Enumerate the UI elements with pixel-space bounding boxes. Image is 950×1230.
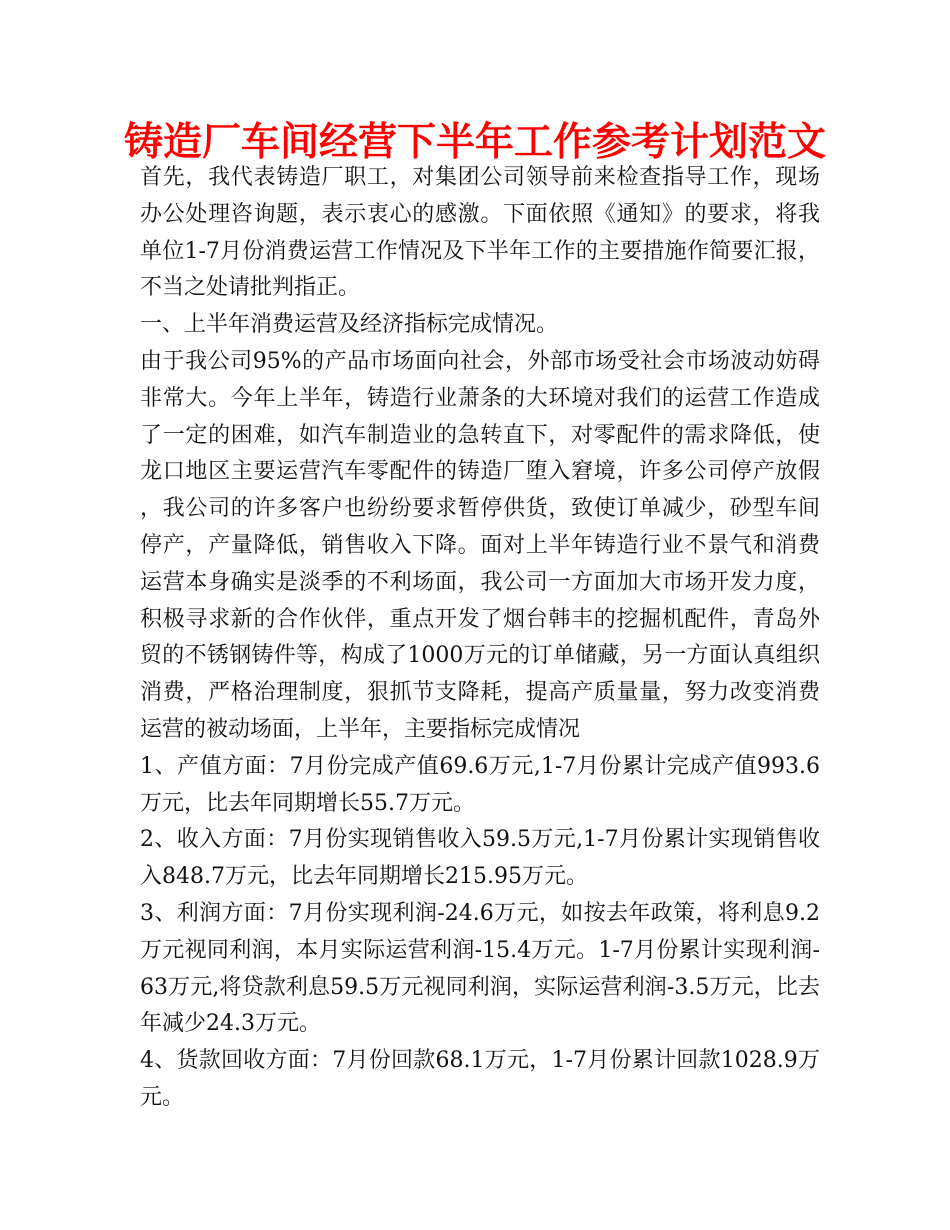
paragraph-market-situation: 由于我公司95%的产品市场面向社会，外部市场受社会市场波动妨碍非常大。今年上半年，铸造行业萧条的大环境对我们的运营工作造成了一定的困难，如汽车制造业的急转直下，对零配件的需求降低，使龙口地区主要运营汽车零配件的铸造厂堕入窘境，许多公司停产放假，我公司的许多客户也纷纷要求暂停供货，致使订单减少，砂型车间停产，产量降低，销售收入下降。面对上半年铸造行业不景气和消费运营本身确实是淡季的不利场面，我公司一方面加大市场开发力度，积极寻求新的合作伙伴，重点开发了烟台韩丰的挖掘机配件，青岛外贸的不锈钢铸件等，构成了1000万元的订单储藏，另一方面认真组织消费，严格治理制度，狠抓节支降耗，提高产质量量，努力改变消费运营的被动场面，上半年，主要指标完成情况 bbox=[140, 348, 820, 742]
list-item-revenue: 2、收入方面：7月份实现销售收入59.5万元,1-7月份累计实现销售收入848.7万元，比去年同期增长215.95万元。 bbox=[140, 827, 820, 890]
paragraph-intro: 首先，我代表铸造厂职工，对集团公司领导前来检查指导工作，现场办公处理咨询题，表示衷心的感激。下面依照《通知》的要求，将我单位1-7月份消费运营工作情况及下半年工作的主要措施作简要汇报，不当之处请批判指正。 bbox=[140, 165, 820, 301]
list-item-profit: 3、利润方面：7月份实现利润-24.6万元，如按去年政策，将利息9.2万元视同利润，本月实际运营利润-15.4万元。1-7月份累计实现利润-63万元,将贷款利息59.5万元视同利润，实际运营利润-3.5万元，比去年减少24.3万元。 bbox=[140, 900, 820, 1037]
list-item-payment-collection: 4、货款回收方面：7月份回款68.1万元，1-7月份累计回款1028.9万元。 bbox=[140, 1048, 820, 1110]
document-body bbox=[140, 160, 820, 1117]
section-heading-1: 一、上半年消费运营及经济指标完成情况。 bbox=[140, 312, 559, 338]
document-title: 铸造厂车间经营下半年工作参考计划范文 bbox=[123, 120, 826, 165]
list-item-output-value: 1、产值方面：7月份完成产值69.6万元,1-7月份累计完成产值993.6万元，比去年同期增长55.7万元。 bbox=[140, 753, 820, 816]
